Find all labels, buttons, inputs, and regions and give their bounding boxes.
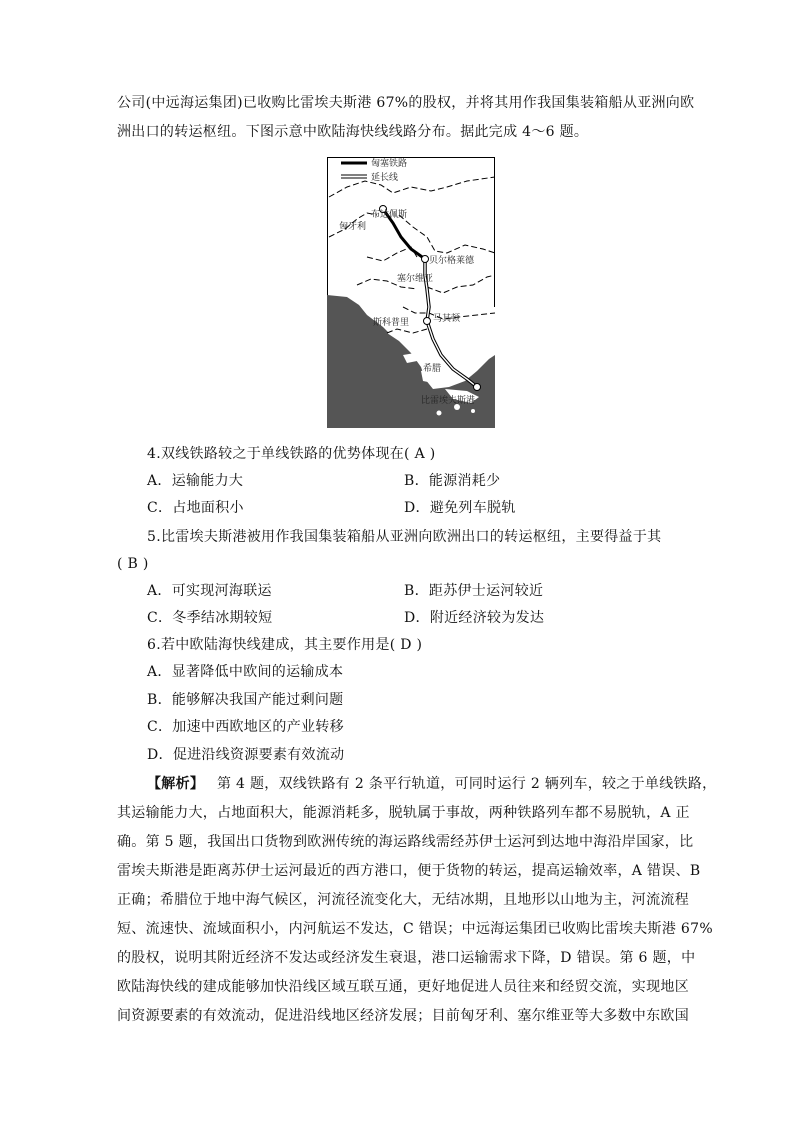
question-4-option-d: D．避免列车脱轨 — [404, 500, 516, 516]
label-serbia: 塞尔维亚 — [397, 274, 434, 284]
question-6-option-d: D．促进沿线资源要素有效流动 — [147, 747, 345, 763]
intro-line-2: 洲出口的转运枢纽。下图示意中欧陆海快线线路分布。据此完成 4～6 题。 — [117, 124, 589, 140]
question-6-option-a: A．显著降低中欧间的运输成本 — [147, 664, 344, 680]
railway-map — [327, 157, 495, 428]
analysis-line-1: 第 4 题，双线铁路有 2 条平行轨道，可同时运行 2 辆列车，较之于单线铁路， — [216, 776, 717, 792]
intro-line-1: 公司(中远海运集团)已收购比雷埃夫斯港 67%的股权，并将其用作我国集装箱船从亚洲向欧 — [117, 95, 695, 111]
question-6-stem: 6.若中欧陆海快线建成，其主要作用是( D ) — [147, 637, 423, 653]
label-greece: 希腊 — [423, 364, 442, 374]
question-5-option-c: C．冬季结冰期较短 — [147, 610, 273, 626]
analysis-line-2: 其运输能力大，占地面积大，能源消耗多，脱轨属于事故，两种铁路列车都不易脱轨，A 正 — [117, 805, 690, 821]
question-4-option-b: B．能源消耗少 — [404, 473, 501, 489]
label-piraeus: 比雷埃夫斯港 — [421, 396, 476, 406]
label-hungary: 匈牙利 — [339, 222, 367, 232]
analysis-line-6: 短、流速快、流域面积小，内河航运不发达，C 错误；中远海运集团已收购比雷埃夫斯港 67% — [117, 921, 713, 937]
analysis-line-9: 间资源要素的有效流动，促进沿线地区经济发展；目前匈牙利、塞尔维亚等大多数中东欧国 — [117, 1008, 689, 1024]
analysis-line-5: 正确；希腊位于地中海气候区，河流径流变化大，无结冰期，且地形以山地为主，河流流程 — [117, 892, 689, 908]
question-5-option-b: B．距苏伊士运河较近 — [404, 583, 544, 599]
question-6-option-c: C．加速中西欧地区的产业转移 — [147, 719, 344, 735]
question-5-stem: 5.比雷埃夫斯港被用作我国集装箱船从亚洲向欧洲出口的转运枢纽，主要得益于其 — [147, 529, 662, 545]
analysis-line-3: 确。第 5 题，我国出口货物到欧洲传统的海运路线需经苏伊士运河到达地中海沿岸国家，比 — [117, 834, 694, 850]
belgrade-dot — [422, 256, 429, 263]
skopje-dot — [424, 318, 431, 325]
question-5-stem-cont: ( B ) — [117, 556, 149, 572]
label-skopje: 斯科普里 — [373, 318, 410, 328]
question-4-stem: 4.双线铁路较之于单线铁路的优势体现在( A ) — [147, 446, 436, 462]
label-belgrade: 贝尔格莱德 — [429, 256, 475, 266]
question-5-option-a: A．可实现河海联运 — [147, 583, 272, 599]
question-4-option-c: C．占地面积小 — [147, 500, 244, 516]
analysis-tag: 【解析】 — [147, 776, 205, 792]
question-5-option-d: D．附近经济较为发达 — [404, 610, 545, 626]
legend-ext-label: 延长线 — [371, 173, 399, 183]
question-6-option-b: B．能够解决我国产能过剩问题 — [147, 692, 344, 708]
analysis-line-8: 欧陆海快线的建成能够加快沿线区域互联互通，更好地促进人员往来和经贸交流，实现地区 — [117, 979, 689, 995]
label-budapest: 布达佩斯 — [371, 210, 408, 220]
legend-rail-label: 匈塞铁路 — [371, 159, 408, 169]
analysis-first-line — [147, 773, 716, 795]
question-4-option-a: A．运输能力大 — [147, 473, 244, 489]
analysis-line-4: 雷埃夫斯港是距离苏伊士运河最近的西方港口，便于货物的转运，提高运输效率，A 错误、B — [117, 863, 701, 879]
piraeus-dot — [474, 384, 481, 391]
label-macedonia: 马其顿 — [433, 314, 461, 324]
analysis-line-7: 的股权，说明其附近经济不发达或经济发生衰退，港口运输需求下降，D 错误。第 6 题，中 — [117, 950, 696, 966]
